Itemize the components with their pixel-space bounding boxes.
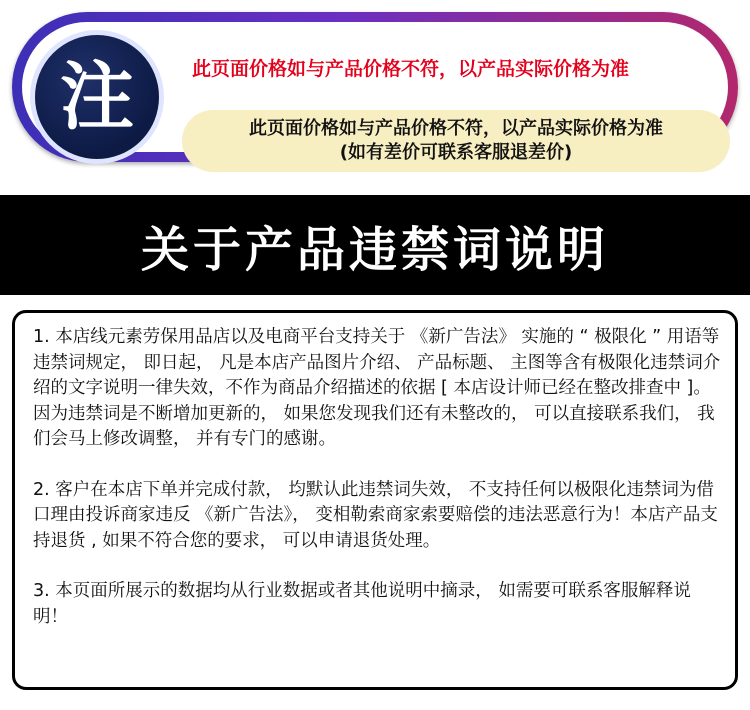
notice-badge-text: 注 (60, 54, 134, 140)
notice-pill-line1: 此页面价格如与产品价格不符，以产品实际价格为准 (249, 118, 663, 139)
notice-headline: 此页面价格如与产品价格不符，以产品实际价格为准 (192, 58, 630, 80)
paragraph-3: 3. 本页面所展示的数据均从行业数据或者其他说明中摘录， 如需要可联系客服解释说明！ (33, 581, 691, 627)
paragraph-1: 1. 本店线元素劳保用品店以及电商平台支持关于 《新广告法》 实施的 “ 极限化 ” 用语等违禁词规定， 即日起， 凡是本店产品图片介绍、 产品标题、 主图等含有极限化违禁词介绍的文字说明一律失效，不作为商品介绍描述的依据 [ 本店设计师已经在整改排查中 ]。 因为违禁词是不断增加更新的， 如果您发现我们还有未整改的， 可以直接联系我们， 我们会马上修改调整， 并有专门的感谢。 (33, 327, 721, 449)
notice-pill (182, 110, 730, 172)
title-band (0, 195, 750, 295)
info-box (12, 310, 738, 690)
page-title: 关于产品违禁词说明 (140, 221, 609, 278)
price-notice-banner (12, 12, 738, 162)
price-notice-inner (22, 22, 728, 163)
paragraph-2: 2. 客户在本店下单并完成付款， 均默认此违禁词失效， 不支持任何以极限化违禁词为借口理由投诉商家违反 《新广告法》， 变相勒索商家索要赔偿的违法恶意行为！本店产品支持退货 , 如果不符合您的要求， 可以申请退货处理。 (33, 479, 718, 551)
notice-badge (30, 30, 164, 164)
notice-pill-line2: (如有差价可联系客服退差价) (339, 142, 573, 163)
